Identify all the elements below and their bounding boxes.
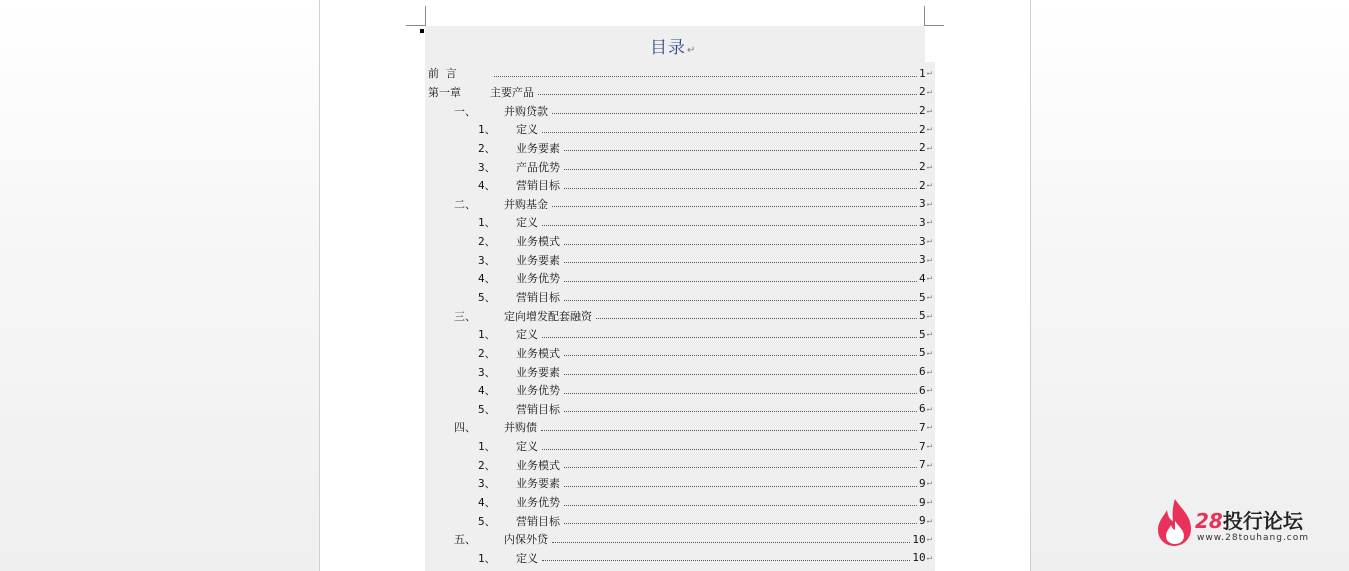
flame-logo-icon [1155, 497, 1195, 547]
toc-entry-number: 3、 [478, 477, 496, 491]
toc-leader-dots [564, 467, 917, 468]
watermark-logo [1155, 497, 1330, 549]
toc-entry-label: 定向增发配套融资 [504, 309, 592, 323]
paragraph-mark-icon: ↵ [926, 478, 932, 489]
toc-entry-number: 3、 [478, 365, 496, 379]
toc-entry-number: 3、 [478, 253, 496, 267]
toc-entry[interactable] [428, 306, 932, 325]
logo-text: 投行论坛 [1222, 509, 1303, 533]
crop-mark-top-left [425, 6, 426, 25]
toc-entry-page: 6 [918, 383, 926, 397]
paragraph-mark-icon: ↵ [926, 68, 932, 79]
toc-entry[interactable] [428, 232, 932, 251]
toc-leader-dots [552, 542, 910, 543]
toc-entry-label: 业务要素 [516, 477, 560, 491]
toc-entry-number: 1、 [478, 551, 496, 565]
toc-entry-page: 3 [918, 215, 926, 229]
paragraph-mark-icon: ↵ [926, 534, 932, 545]
toc-entry-number: 1、 [478, 328, 496, 342]
toc-entry-page: 7 [918, 420, 926, 434]
toc-leader-dots [564, 150, 917, 151]
toc-leader-dots [564, 188, 917, 189]
toc-entry-label: 业务优势 [516, 496, 560, 510]
toc-entry-page: 4 [918, 271, 926, 285]
toc-entry-page: 10 [912, 532, 926, 546]
toc-entry[interactable] [428, 83, 932, 102]
toc-leader-dots [564, 374, 917, 375]
toc-entry-number: 五、 [454, 533, 476, 547]
toc-entry-page: 7 [918, 439, 926, 453]
toc-entry-number: 2、 [478, 141, 496, 155]
toc-leader-dots [564, 169, 917, 170]
toc-entry-page: 2 [918, 160, 926, 174]
toc-entry-number: 1、 [478, 216, 496, 230]
toc-leader-dots [552, 113, 917, 114]
toc-entry-label: 定义 [516, 216, 538, 230]
toc-leader-dots [564, 486, 917, 487]
toc-entry-page: 6 [918, 365, 926, 379]
paragraph-mark-icon: ↵ [687, 45, 697, 56]
paragraph-mark-icon: ↵ [926, 329, 932, 340]
toc-entry[interactable] [428, 381, 932, 400]
toc-entry-label: 定义 [516, 328, 538, 342]
toc-entry-number: 2、 [478, 235, 496, 249]
toc-leader-dots [564, 355, 917, 356]
toc-entry[interactable] [428, 400, 932, 419]
toc-leader-dots [494, 76, 917, 77]
toc-leader-dots [564, 523, 917, 524]
paragraph-anchor-icon [420, 29, 424, 33]
toc-entry-number: 4、 [478, 272, 496, 286]
toc-entry-label: 业务优势 [516, 384, 560, 398]
paragraph-mark-icon: ↵ [926, 403, 932, 414]
toc-entry-page: 2 [918, 104, 926, 118]
toc-entry-page: 9 [918, 514, 926, 528]
paragraph-mark-icon: ↵ [926, 273, 932, 284]
toc-entry[interactable] [428, 530, 932, 549]
toc-leader-dots [564, 262, 917, 263]
toc-entry-number: 2、 [478, 346, 496, 360]
toc-leader-dots [542, 560, 910, 561]
toc-entry-number: 3、 [478, 160, 496, 174]
toc-entry-number: 1、 [478, 123, 496, 137]
toc-entry-label: 业务要素 [516, 141, 560, 155]
paragraph-mark-icon: ↵ [926, 422, 932, 433]
toc-title[interactable] [650, 33, 696, 58]
document-page [319, 0, 1031, 571]
toc-entry-label: 营销目标 [516, 402, 560, 416]
paragraph-mark-icon: ↵ [926, 180, 932, 191]
toc-entry-label: 并购债 [504, 421, 537, 435]
toc-leader-dots [542, 337, 917, 338]
toc-entry[interactable] [428, 325, 932, 344]
crop-mark-top-right [924, 6, 925, 25]
toc-entry-page: 2 [918, 178, 926, 192]
toc-leader-dots [542, 132, 917, 133]
toc-entry-page: 10 [912, 551, 926, 565]
toc-entry[interactable] [428, 362, 932, 381]
paragraph-mark-icon: ↵ [926, 217, 932, 228]
paragraph-mark-icon: ↵ [926, 497, 932, 508]
toc-entry[interactable] [428, 418, 932, 437]
toc-entry-page: 5 [918, 346, 926, 360]
toc-entry-label: 营销目标 [516, 291, 560, 304]
toc-entry[interactable] [428, 139, 932, 158]
toc-entry[interactable] [428, 288, 932, 307]
toc-entry-number: 5、 [478, 291, 496, 304]
toc-entry-number: 4、 [478, 496, 496, 510]
paragraph-mark-icon: ↵ [926, 161, 932, 172]
toc-entry-label: 定义 [516, 440, 538, 454]
toc-entry-page: 2 [918, 122, 926, 136]
toc-entry-label: 并购贷款 [504, 104, 548, 118]
toc-entry-label: 主要产品 [490, 85, 534, 99]
paragraph-mark-icon: ↵ [926, 385, 932, 396]
toc-entry-page: 5 [918, 290, 926, 304]
toc-leader-dots [552, 206, 917, 207]
paragraph-mark-icon: ↵ [926, 515, 932, 526]
paragraph-mark-icon: ↵ [926, 124, 932, 135]
toc-entry-label: 业务优势 [516, 272, 560, 286]
toc-entry-number: 第一章 [428, 85, 461, 99]
toc-entry[interactable] [428, 176, 932, 195]
toc-entry-number: 二、 [454, 197, 476, 211]
toc-entry-label: 业务要素 [516, 253, 560, 267]
paragraph-mark-icon: ↵ [926, 366, 932, 377]
toc-entry[interactable] [428, 120, 932, 139]
toc-entry-page: 9 [918, 495, 926, 509]
toc-leader-dots [538, 94, 917, 95]
toc-entry[interactable] [428, 213, 932, 232]
toc-entry-page: 6 [918, 402, 926, 416]
toc-entry-number: 2、 [478, 458, 496, 472]
toc-entry[interactable] [428, 455, 932, 474]
toc-leader-dots [564, 505, 917, 506]
toc-entry-label: 产品优势 [516, 160, 560, 174]
toc-entry-number: 4、 [478, 384, 496, 398]
logo-name [1195, 505, 1303, 534]
toc-entry[interactable] [428, 474, 932, 493]
toc-entry-label: 定义 [516, 123, 538, 137]
paragraph-mark-icon: ↵ [926, 86, 932, 97]
toc-title-text: 目录 [650, 38, 686, 58]
toc-leader-dots [542, 449, 917, 450]
toc-entry-label: 业务模式 [516, 235, 560, 249]
toc-entry-number: 5、 [478, 514, 496, 528]
paragraph-mark-icon: ↵ [926, 236, 932, 247]
toc-leader-dots [542, 225, 917, 226]
toc-entry-label: 业务模式 [516, 458, 560, 472]
toc-entry[interactable] [428, 250, 932, 269]
toc-entry-number: 四、 [454, 421, 476, 435]
toc-entry-number: 一、 [454, 104, 476, 118]
toc-entry-number: 前 言 [428, 67, 457, 81]
toc-entry-label: 业务要素 [516, 365, 560, 379]
toc-entry-page: 3 [918, 234, 926, 248]
paragraph-mark-icon: ↵ [926, 198, 932, 209]
toc-entry-label: 内保外贷 [504, 533, 548, 547]
toc-entry-label: 定义 [516, 551, 538, 565]
toc-entry[interactable] [428, 101, 932, 120]
toc-entry-page: 3 [918, 253, 926, 267]
toc-leader-dots [564, 393, 917, 394]
toc-leader-dots [564, 244, 917, 245]
toc-entry-page: 7 [918, 458, 926, 472]
toc-entry[interactable] [428, 269, 932, 288]
toc-entry-number: 1、 [478, 440, 496, 454]
toc-leader-dots [596, 318, 917, 319]
logo-url: www.28touhang.com [1197, 533, 1310, 543]
toc-entry-page: 3 [918, 197, 926, 211]
toc-entry-page: 5 [918, 327, 926, 341]
toc-entry-label: 并购基金 [504, 197, 548, 211]
paragraph-mark-icon: ↵ [926, 310, 932, 321]
toc-entry[interactable] [428, 194, 932, 213]
crop-mark-top-right-h [924, 25, 944, 26]
paragraph-mark-icon: ↵ [926, 552, 932, 563]
toc-entry-page: 2 [918, 85, 926, 99]
toc-entry-page: 1 [918, 66, 926, 80]
paragraph-mark-icon: ↵ [926, 105, 932, 116]
toc-entry-page: 5 [918, 309, 926, 323]
toc-entry-label: 营销目标 [516, 179, 560, 193]
toc-entry[interactable] [428, 64, 932, 83]
toc-entry-number: 4、 [478, 179, 496, 193]
paragraph-mark-icon: ↵ [926, 347, 932, 358]
paragraph-mark-icon: ↵ [926, 441, 932, 452]
toc-entry-number: 5、 [478, 402, 496, 416]
toc-entry-page: 2 [918, 141, 926, 155]
toc-entry[interactable] [428, 344, 932, 363]
toc-entry-label: 业务模式 [516, 346, 560, 360]
toc-entry[interactable] [428, 157, 932, 176]
toc-leader-dots [564, 411, 917, 412]
paragraph-mark-icon: ↵ [926, 292, 932, 302]
toc-entry-page: 9 [918, 476, 926, 490]
toc-leader-dots [541, 430, 917, 431]
toc-entry-number: 三、 [454, 309, 476, 323]
toc-entry[interactable] [428, 549, 932, 568]
toc-entry[interactable] [428, 437, 932, 456]
toc-entry[interactable] [428, 511, 932, 530]
paragraph-mark-icon: ↵ [926, 142, 932, 153]
toc-leader-dots [564, 281, 917, 282]
paragraph-mark-icon: ↵ [926, 459, 932, 470]
toc-list [428, 64, 932, 567]
paragraph-mark-icon: ↵ [926, 254, 932, 265]
crop-mark-top-left-h [406, 25, 426, 26]
toc-entry[interactable] [428, 493, 932, 512]
logo-number: 28 [1195, 509, 1223, 533]
toc-leader-dots [564, 300, 917, 301]
toc-entry-label: 营销目标 [516, 514, 560, 528]
